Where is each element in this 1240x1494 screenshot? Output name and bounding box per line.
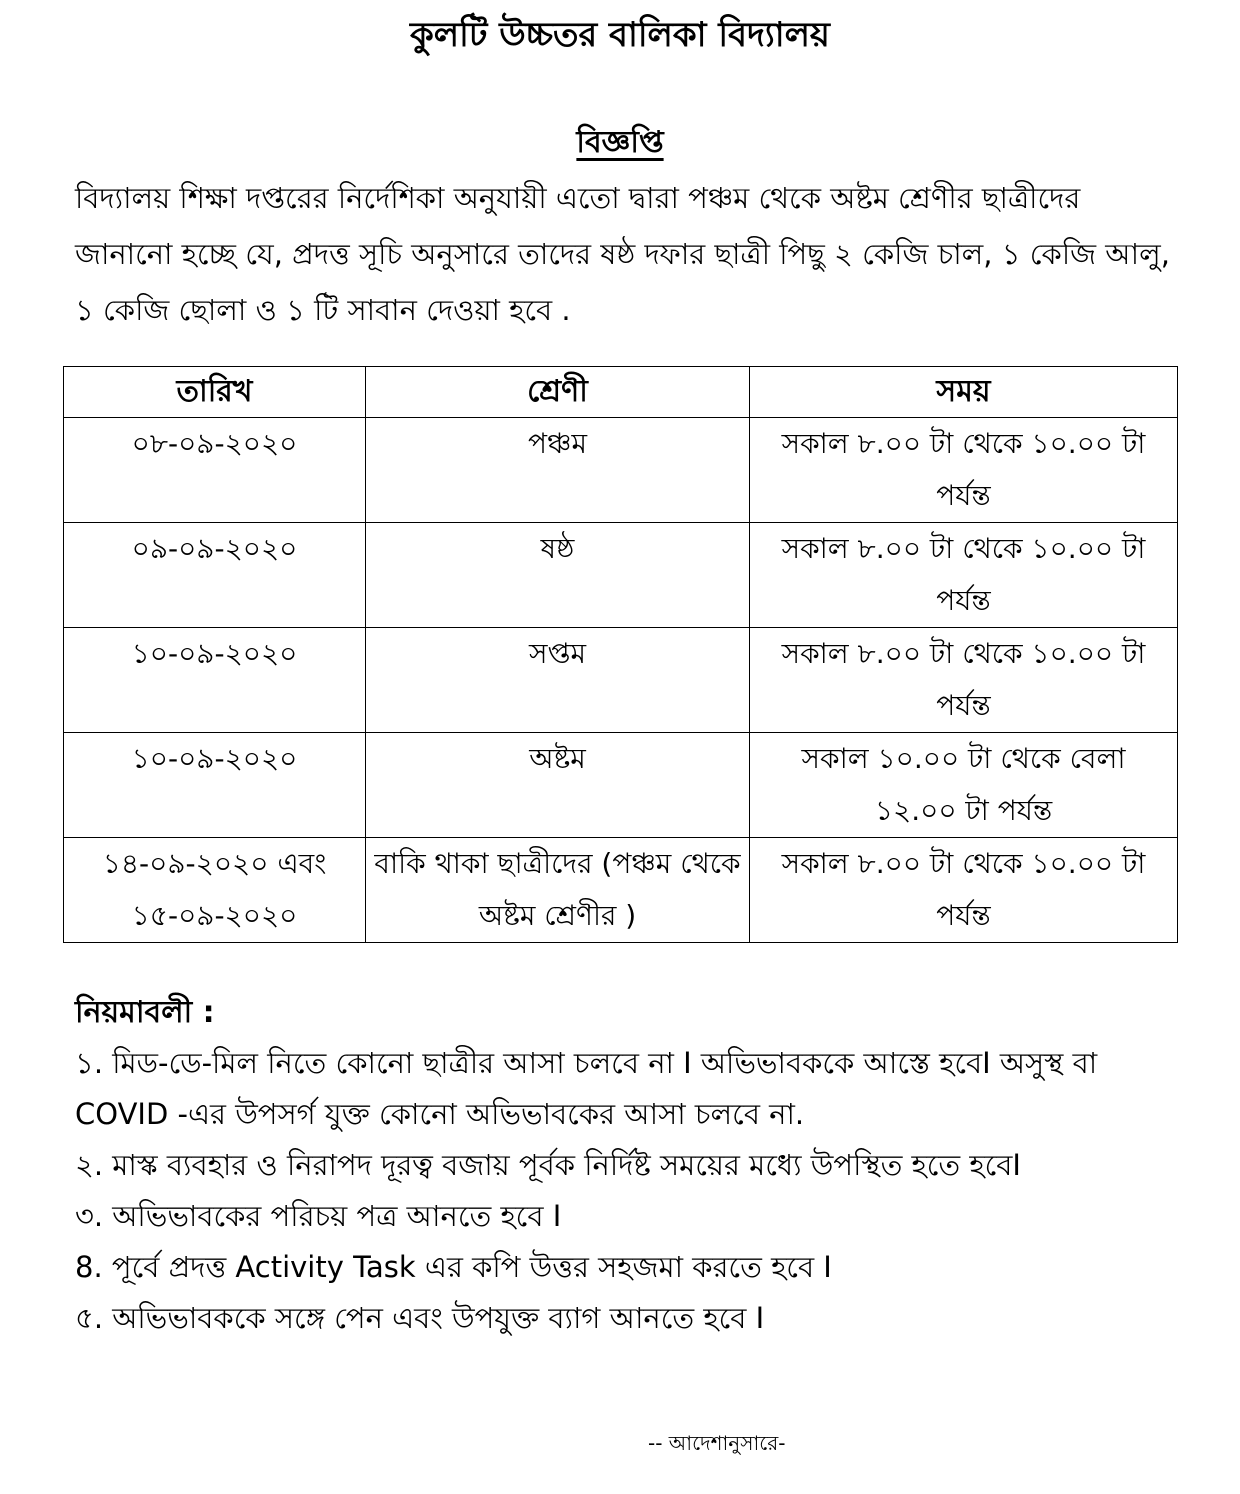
- table-row: [64, 838, 1178, 943]
- table-row: [64, 418, 1178, 523]
- rule-item: ৫. অভিভাবককে সঙ্গে পেন এবং উপযুক্ত ব্যাগ আনতে হবে I: [75, 1301, 765, 1335]
- class-cell: অষ্টম: [366, 733, 750, 838]
- time-cell: সকাল ১০.০০ টা থেকে বেলা ১২.০০ টা পর্যন্ত: [750, 733, 1178, 838]
- time-cell: সকাল ৮.০০ টা থেকে ১০.০০ টা পর্যন্ত: [750, 838, 1178, 943]
- distribution-schedule-table: [63, 366, 1178, 943]
- time-cell: সকাল ৮.০০ টা থেকে ১০.০০ টা পর্যন্ত: [750, 628, 1178, 733]
- table-row: [64, 523, 1178, 628]
- class-cell: বাকি থাকা ছাত্রীদের (পঞ্চম থেকে অষ্টম শ্রেণীর ): [366, 838, 750, 943]
- school-name: কুলটি উচ্চতর বালিকা বিদ্যালয়: [410, 15, 830, 55]
- header-class: শ্রেণী: [366, 367, 750, 418]
- table-row: [64, 733, 1178, 838]
- intro-paragraph: বিদ্যালয় শিক্ষা দপ্তরের নির্দেশিকা অনুযায়ী এতো দ্বারা পঞ্চম থেকে অষ্টম শ্রেণীর ছাত্রীদের জানানো হচ্ছে যে, প্রদত্ত সূচি অনুসারে তাদের ষষ্ঠ দফার ছাত্রী পিছু ২ কেজি চাল, ১ কেজি আলু, ১ কেজি ছোলা ও ১ টি সাবান দেওয়া হবে .: [75, 181, 1170, 327]
- date-cell: ১০-০৯-২০২০: [64, 733, 366, 838]
- date-cell: ১০-০৯-২০২০: [64, 628, 366, 733]
- table-header-row: [64, 367, 1178, 418]
- rule-item: ৩. অভিভাবকের পরিচয় পত্র আনতে হবে I: [75, 1199, 562, 1233]
- time-cell: সকাল ৮.০০ টা থেকে ১০.০০ টা পর্যন্ত: [750, 418, 1178, 523]
- date-cell: ০৯-০৯-২০২০: [64, 523, 366, 628]
- notice-title-text: বিজ্ঞপ্তি: [576, 125, 664, 160]
- rules-heading: নিয়মাবলী :: [75, 995, 215, 1030]
- date-cell: ০৮-০৯-২০২০: [64, 418, 366, 523]
- class-cell: সপ্তম: [366, 628, 750, 733]
- class-cell: পঞ্চম: [366, 418, 750, 523]
- table-row: [64, 628, 1178, 733]
- rule-item: ২. মাস্ক ব্যবহার ও নিরাপদ দূরত্ব বজায় পূর্বক নির্দিষ্ট সময়ের মধ্যে উপস্থিত হতে হবেI: [75, 1148, 1021, 1182]
- notice-title: [0, 120, 1240, 166]
- header-date: তারিখ: [64, 367, 366, 418]
- signoff: -- আদেশানুসারে-: [648, 1431, 786, 1455]
- time-cell: সকাল ৮.০০ টা থেকে ১০.০০ টা পর্যন্ত: [750, 523, 1178, 628]
- rule-item: ১. মিড-ডে-মিল নিতে কোনো ছাত্রীর আসা চলবে না I অভিভাবককে আস্তে হবেI অসুস্থ বা COVID -এর উপসর্গ যুক্ত কোনো অভিভাবকের আসা চলবে না.: [75, 1046, 1098, 1131]
- rules-list: [75, 1038, 1175, 1344]
- rule-item: 8. পূর্বে প্রদত্ত Activity Task এর কপি উত্তর সহজমা করতে হবে I: [75, 1250, 832, 1284]
- header-time: সময়: [750, 367, 1178, 418]
- class-cell: ষষ্ঠ: [366, 523, 750, 628]
- date-cell: ১৪-০৯-২০২০ এবং ১৫-০৯-২০২০: [64, 838, 366, 943]
